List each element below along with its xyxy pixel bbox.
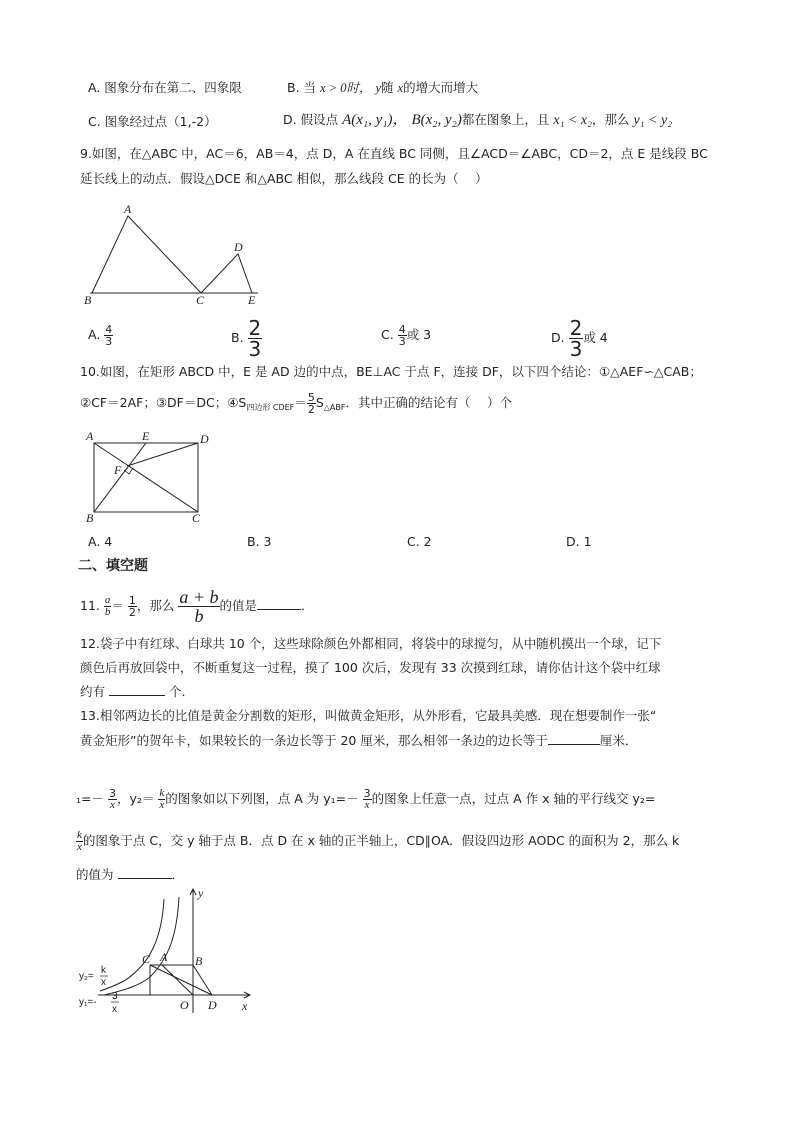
q10-label-e: E <box>142 429 150 443</box>
q14-fraction2-numerator: k <box>159 787 165 799</box>
q9-option-b-label: B. <box>231 330 244 345</box>
q8-option-b-suffix: 的增大而增大 <box>403 80 479 95</box>
q9-option-c-tail: 或 3 <box>406 327 432 342</box>
q9-option-d-numerator: 2 <box>569 316 583 340</box>
q14-label-y1-numerator: 3 <box>112 991 118 1002</box>
q14-label-o: O <box>180 998 189 1012</box>
q9-option-c-denominator: 3 <box>398 335 406 348</box>
section-heading-fill-blank: 二、填空题 <box>78 558 148 574</box>
q11-answer-blank[interactable] <box>257 609 301 610</box>
q11-b: b <box>104 606 111 618</box>
q11-prefix: 11. <box>80 598 100 613</box>
q14-label-b: B <box>195 954 203 968</box>
q14-fraction3 <box>363 788 372 811</box>
q10-line2-denominator: 2 <box>307 403 315 416</box>
q14-part7: ． <box>171 867 185 882</box>
q10-text-line1: 10.如图，在矩形 ABCD 中，E 是 AD 边的中点，BE⊥AC 于点 F，连接 DF，以下四个结论：①△AEF∽△CAB； <box>80 364 702 379</box>
q8-option-d-then: ，那么 <box>591 112 630 127</box>
q11-expression-denominator: b <box>194 606 204 626</box>
q12-line3-end: 个． <box>168 684 194 699</box>
q9-text-line1: 9.如图，在△ABC 中，AC＝6，AB＝4，点 D，A 在直线 BC 同侧，且∠ACD＝∠ABC，CD＝2，点 E 是线段 BC <box>80 146 708 161</box>
q14-text-line3 <box>76 867 184 883</box>
q8-option-b-prefix: B. 当 <box>287 80 317 95</box>
q14-label-y2-numerator: k <box>101 965 106 976</box>
q10-line-be <box>94 443 146 512</box>
q9-option-a-denominator: 3 <box>105 335 113 348</box>
q11-fraction-expression <box>178 588 219 625</box>
q11-expression-numerator: a + b <box>179 587 219 607</box>
q8-option-d-point-b: B(x₂, y₂) <box>411 112 462 128</box>
q10-line2-tail: ．其中正确的结论有（ ）个 <box>345 395 512 410</box>
q11-tail: 的值是 <box>219 598 258 613</box>
q12-line3-start: 约有 <box>80 684 106 699</box>
q9-option-b-numerator: 2 <box>248 316 262 340</box>
q13-text-line2 <box>80 733 637 749</box>
q13-answer-blank[interactable] <box>548 744 600 745</box>
q14-text-line1 <box>76 788 655 811</box>
q9-option-d <box>551 318 608 359</box>
q9-label-d: D <box>234 240 243 254</box>
q9-option-a-fraction <box>104 324 113 347</box>
q14-hyperbola-figure <box>76 885 266 1020</box>
q8-option-b-y: y <box>375 81 382 95</box>
q10-option-c: C. 2 <box>407 534 432 549</box>
q13-line2-end: 厘米． <box>599 733 638 748</box>
q8-option-d-prefix: D. 假设点 <box>283 112 339 127</box>
q10-label-a: A <box>86 429 94 443</box>
q13-line2-start: 黄金矩形”的贺年卡，如果较长的一条边长等于 20 厘米，那么相邻一条边的边长等于 <box>80 733 548 748</box>
q11-half-numerator: 1 <box>128 594 136 607</box>
q14-curve-y2 <box>100 899 164 991</box>
q8-option-a: A. 图象分布在第二、四象限 <box>88 80 242 95</box>
q10-line2-s: S <box>315 395 324 410</box>
q8-option-b <box>287 80 478 96</box>
q14-label-c: C <box>142 952 151 966</box>
q9-label-c: C <box>196 293 205 307</box>
q9-option-c-numerator: 4 <box>398 323 406 336</box>
q10-label-b: B <box>86 511 94 525</box>
q9-triangle-abc <box>92 216 201 293</box>
q9-option-a-numerator: 4 <box>105 323 113 336</box>
q14-label-y1-denominator: x <box>112 1004 117 1015</box>
q14-answer-blank[interactable] <box>118 878 172 879</box>
q10-label-c: C <box>192 511 201 525</box>
q9-option-b <box>231 318 262 359</box>
q10-line-ac <box>94 443 198 512</box>
q9-option-c-fraction <box>398 324 407 347</box>
q8-option-c: C. 图象经过点（1,-2） <box>88 114 217 129</box>
q14-label-x: x <box>242 999 248 1013</box>
q11-equals: ＝ <box>111 598 124 613</box>
q11-text <box>80 588 314 625</box>
q8-option-d-condition: x₁ < x₂ <box>553 113 592 128</box>
q8-option-d-point-a: A(x₁, y₁)， <box>342 112 408 128</box>
q10-option-b: B. 3 <box>247 534 272 549</box>
q12-text-line1: 12.袋子中有红球、白球共 10 个，这些球除颜色外都相同，将袋中的球搅匀，从中随机摸出一个球，记下 <box>80 636 662 651</box>
q12-answer-blank[interactable] <box>109 695 165 696</box>
q9-triangle-cde <box>201 254 252 293</box>
q14-text-line2 <box>76 830 679 853</box>
q14-fraction3-denominator: x <box>364 799 370 811</box>
q14-part1: ₁=－ <box>76 791 104 806</box>
q9-option-a-label: A. <box>88 327 101 342</box>
q8-option-b-x: x <box>397 81 404 95</box>
q10-right-angle-mark <box>124 468 133 474</box>
q14-part5: 的图象于点 C，交 y 轴于点 B．点 D 在 x 轴的正半轴上，CD∥OA．假设四边形 AODC 的面积为 2，那么 k <box>82 833 680 848</box>
q14-fraction3-numerator: 3 <box>363 787 371 800</box>
q9-text-line2: 延长线上的动点．假设△DCE 和△ABC 相似，那么线段 CE 的长为（ ） <box>80 171 488 186</box>
q9-option-c <box>381 324 431 347</box>
q11-end: ． <box>301 598 314 613</box>
q8-option-d-result: y₁ < y₂ <box>633 113 673 128</box>
q10-line2-start: ②CF＝2AF；③DF＝DC；④S <box>80 395 247 410</box>
q9-option-c-label: C. <box>381 327 394 342</box>
q9-label-a: A <box>124 202 132 216</box>
q9-triangle-figure <box>80 200 270 310</box>
q10-text-line2 <box>80 392 512 415</box>
q10-line2-subscript-cdef: 四边形 CDEF <box>246 403 295 412</box>
q14-fraction2-denominator: x <box>159 799 165 811</box>
q14-label-y: y <box>198 886 204 900</box>
q14-line-ao <box>162 965 193 995</box>
q11-fraction-half <box>128 595 137 618</box>
q14-fraction1-numerator: 3 <box>108 787 116 800</box>
q9-option-d-denominator: 3 <box>569 337 583 361</box>
q9-option-d-fraction <box>569 318 584 359</box>
q9-label-b: B <box>84 293 92 307</box>
q8-option-b-condition: x > 0时， <box>320 81 372 95</box>
q8-option-d <box>283 111 672 131</box>
q14-part2: ，y₂＝ <box>116 791 155 806</box>
q9-option-d-label: D. <box>551 330 565 345</box>
q14-part6: 的值为 <box>76 867 114 882</box>
q8-option-b-mid: 随 <box>381 80 394 95</box>
q9-option-a <box>88 324 113 347</box>
q14-fraction1-denominator: x <box>110 799 115 811</box>
q12-text-line3 <box>80 684 194 700</box>
q11-half-denominator: 2 <box>128 606 136 619</box>
q10-line2-fraction <box>307 392 316 415</box>
q10-line2-equals: ＝ <box>294 395 307 410</box>
q8-option-d-mid: 都在图象上，且 <box>461 112 550 127</box>
q11-mid: ，那么 <box>136 598 175 613</box>
q14-label-y2-denominator: x <box>101 977 106 988</box>
q14-fraction4 <box>76 830 83 853</box>
q14-fraction4-denominator: x <box>77 841 82 853</box>
q14-fraction4-numerator: k <box>77 829 82 841</box>
q10-label-f: F <box>114 463 122 477</box>
q12-text-line2: 颜色后再放回袋中，不断重复这一过程，摸了 100 次后，发现有 33 次摸到红球，请你估计这个袋中红球 <box>80 660 661 675</box>
q10-line2-subscript-abf: △ABF <box>323 403 346 412</box>
q9-label-e: E <box>248 293 256 307</box>
q13-text-line1: 13.相邻两边长的比值是黄金分割数的矩形，叫做黄金矩形，从外形看，它最具美感．现在想要制作一张“ <box>80 708 657 723</box>
q14-fraction1 <box>108 788 117 811</box>
q10-rectangle-figure <box>80 426 220 526</box>
q11-a: a <box>104 594 111 606</box>
q14-label-d: D <box>208 998 217 1012</box>
q14-label-a: A <box>160 950 168 964</box>
q14-part3: 的图象如以下列图，点 A 为 y₁=－ <box>165 791 359 806</box>
q10-label-d: D <box>200 432 209 446</box>
q14-label-y1: y₁=- <box>79 997 97 1008</box>
q9-option-b-fraction <box>248 318 263 359</box>
q10-option-d: D. 1 <box>566 534 592 549</box>
q14-part4: 的图象上任意一点，过点 A 作 x 轴的平行线交 y₂= <box>371 791 656 806</box>
q14-label-y2: y₂= <box>79 971 94 982</box>
q10-option-a: A. 4 <box>88 534 113 549</box>
q14-curve-y1 <box>104 897 179 995</box>
q10-line2-numerator: 5 <box>307 391 315 404</box>
q9-option-d-tail: 或 4 <box>583 330 608 345</box>
q9-option-b-denominator: 3 <box>248 337 262 361</box>
